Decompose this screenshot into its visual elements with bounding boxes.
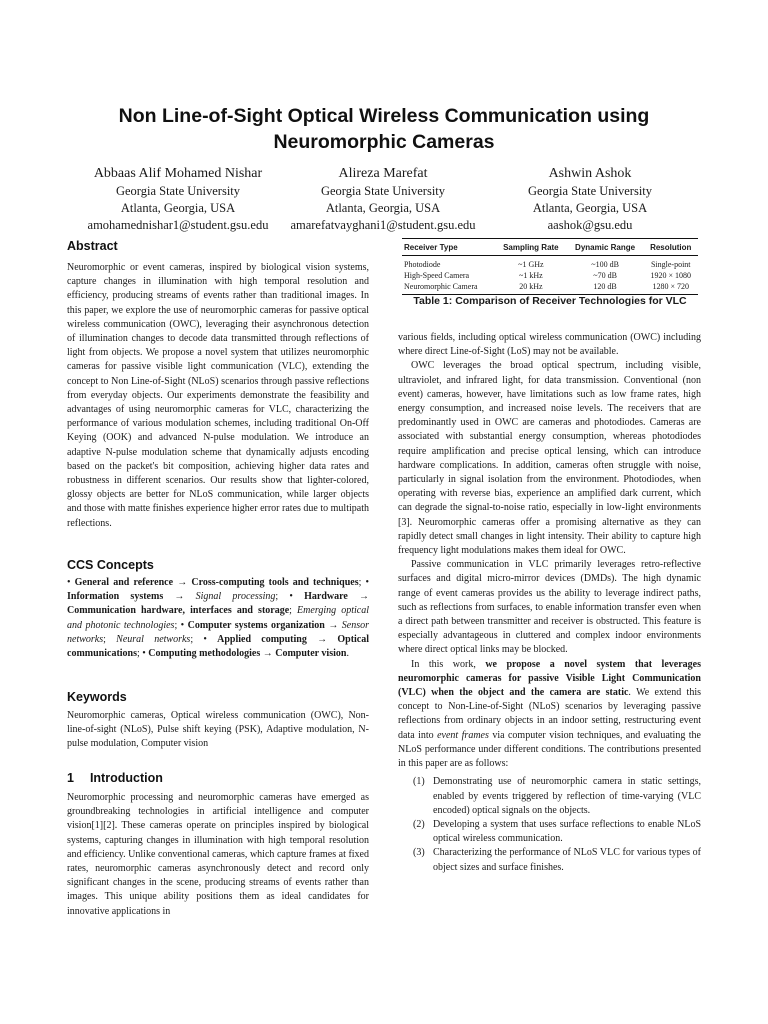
table-cell: ~1 GHz: [518, 260, 544, 269]
author-block-1: [58, 165, 298, 234]
section-title: Introduction: [89, 771, 163, 785]
intro-paragraph-4: [398, 658, 701, 772]
author-name: Ashwin Ashok: [548, 166, 632, 181]
table-header: Receiver Type: [402, 239, 495, 256]
ccs-concept: Applied computing: [217, 633, 307, 645]
table-cell: Photodiode: [404, 260, 441, 269]
ccs-separator: →: [260, 648, 276, 660]
intro-paragraph-1: Neuromorphic processing and neuromorphic cameras have emerged as groundbreaking technologies in artificial intelligence and computer vision[1][2]. These cameras operate on principles inspired by biological systems, capturing changes in illumination with high temporal resolution and efficiency. Unlike conventional cameras, which capture frames at fixed rates, neuromorphic cameras asynchronously detect and record only significant changes in the scene, producing streams of events rather than images. This unique ability positions them as ideal candidates for innovative applications in: [67, 792, 369, 917]
author-block-2: [283, 165, 483, 234]
list-item: [398, 775, 701, 818]
author-email: amarefatvayghani1@student.gsu.edu: [290, 218, 476, 232]
table-cell: 1280 × 720: [644, 281, 698, 295]
ccs-separator: ; •: [358, 577, 370, 588]
text-run: In this work,: [411, 658, 486, 670]
emphasis-text: we propose a novel system that leverages neuromorphic cameras for passive Visible Light Communication (VLC) when the object and the camera are static: [398, 658, 701, 699]
ccs-concept: Optical communications: [67, 633, 370, 660]
list-item: [398, 818, 701, 846]
author-email: aashok@gsu.edu: [547, 218, 633, 232]
ccs-separator: →: [324, 619, 342, 631]
ccs-separator: ; •: [137, 648, 149, 660]
author-location: Atlanta, Georgia, USA: [120, 201, 236, 215]
ccs-text: [67, 576, 369, 661]
table-header: Resolution: [644, 239, 698, 256]
table-cell: 120 dB: [567, 281, 644, 295]
keywords-paragraph: Neuromorphic cameras, Optical wireless communication (OWC), Non-line-of-sight (NLoS), Pulse shift keying (PSK), Adaptive modulation, N-pulse modulation, Computer vision: [67, 710, 369, 750]
list-text: Developing a system that uses surface reflections to enable NLoS optical wireless communication.: [433, 818, 701, 845]
ccs-separator: →: [306, 633, 338, 645]
table-1: [402, 238, 698, 295]
ccs-separator: .: [346, 648, 349, 660]
list-text: Demonstrating use of neuromorphic camera in static settings, enabled by events triggered by reflection of time-varying (VLC encoded) optical signals on the objects.: [433, 776, 701, 816]
author-email: amohamednishar1@student.gsu.edu: [87, 218, 269, 232]
table-cell: ~100 dB: [591, 260, 619, 269]
introduction-heading: [67, 771, 163, 785]
ccs-subconcept: Neural networks: [116, 633, 191, 645]
table-row: [402, 256, 698, 271]
ccs-subconcept: Signal processing: [195, 591, 276, 603]
ccs-concept: Cross-computing tools and techniques: [191, 577, 359, 588]
table-header: Dynamic Range: [567, 239, 644, 256]
intro-paragraph-1-continued: various fields, including optical wireless communication (OWC) including where direct Line-of-Sight (LoS) may not be available.: [398, 332, 701, 358]
table-cell: 20 kHz: [495, 281, 567, 295]
abstract-paragraph: Neuromorphic or event cameras, inspired by biological vision systems, capture changes in illumination with high temporal resolution and efficiency, producing streams of events rather than traditional images. In this paper, we explore the use of neuromorphic cameras for passive optical wireless communication (OWC), leveraging their asynchronous detection of illumination changes to decode data transmitted through reflections of light from objects. We propose a novel system that utilizes neuromorphic cameras for passive visible light communication (VLC), extending the concept to Non Line-of-Sight (NLoS) scenarios through passive reflections from everyday objects. Our experiments demonstrate the feasibility and advantages of using neuromorphic cameras for VLC, characterizing the performance of various modulation schemes, including traditional On-Off Keying (OOK) and advanced N-pulse modulation. We introduce an adaptive N-pulse modulation scheme that dynamically adjusts encoding based on the packet's bit composition, achieving higher data rates and robustness in different scenarios. Our results show that lighter-colored, glossy objects are better for NLoS communication, while larger objects and those with matte finishes experience higher error rates due to multipath reflections.: [67, 262, 369, 529]
table-cell: ~1 kHz: [519, 271, 543, 280]
table-cell: Single-point: [650, 260, 691, 269]
table-row: [402, 270, 698, 281]
author-location: Atlanta, Georgia, USA: [325, 201, 441, 215]
table-cell: 1920 × 1080: [650, 271, 692, 280]
list-number: (2): [413, 818, 425, 830]
contributions-list: [398, 775, 701, 874]
ccs-separator: ; •: [174, 619, 188, 631]
ccs-concept: Computer vision: [275, 648, 347, 660]
intro-paragraph-2: OWC leverages the broad optical spectrum, including visible, ultraviolet, and infrared light, for data transmission. Conventional (non event) cameras, however, have limitations such as low frame rates, high energy consumption, and increased noise levels. The receivers that are predominantly used in OWC are cameras and photodiodes. Cameras are associated with substantial energy consumption, whereas photodiodes require amplification and precise optical lensing, which can introduce hardware complications. In addition, cameras often struggle with noise, particularly in signal isolation from the environment. Photodiodes, when operating with reverse bias, experience an amplified dark current, which can degrade the signal-to-noise ratio, especially in low-light environments [3]. Neuromorphic cameras offer a promising alternative as they can rapidly detect small changes in light intensity. Their ability to capture high frequency light modulations makes them ideal for OWC.: [398, 360, 701, 557]
ccs-paragraph: [67, 576, 369, 661]
introduction-left-text: [67, 791, 369, 919]
list-item: [398, 846, 701, 874]
list-number: (1): [413, 776, 425, 788]
keywords-text: [67, 709, 369, 752]
author-location: Atlanta, Georgia, USA: [532, 201, 648, 215]
author-block-3: [500, 165, 680, 234]
ccs-separator: ; •: [190, 633, 218, 645]
section-number: 1: [67, 771, 74, 785]
text-run: . We extend this concept to Non-Line-of-Sight (NLoS) scenarios by leveraging passive reflections from ordinary objects in an indoor setting, restructuring event data into: [398, 687, 701, 741]
paper-title: Non Line-of-Sight Optical Wireless Communication using Neuromorphic Cameras: [118, 105, 650, 153]
list-text: Characterizing the performance of NLoS VLC for various types of object sizes and surface finishes.: [433, 847, 701, 873]
ccs-subconcept: Sensor networks: [67, 619, 369, 645]
text-run: via computer vision techniques, and evaluating the NLoS performance under different conditions. The contributions presented in this paper are as follows:: [398, 729, 701, 770]
ccs-concept: General and reference: [74, 577, 174, 588]
author-affiliation: Georgia State University: [115, 184, 241, 198]
ccs-separator: ; •: [275, 591, 305, 603]
table-cell: ~70 dB: [593, 271, 617, 280]
ccs-concept: Information systems: [67, 591, 164, 603]
introduction-right-text: [398, 331, 701, 875]
ccs-separator: ;: [103, 633, 117, 645]
table-cell: Neuromorphic Camera: [402, 281, 495, 295]
italic-term: event frames: [437, 729, 489, 741]
intro-paragraph-3: Passive communication in VLC primarily leverages retro-reflective surfaces and digital micro-mirror devices (DMDs). The high dynamic range of event cameras provides us the ability to leverage indirect paths, such as reflections from surfaces, to enable information transfer even when a direct path between transmitter and receiver is obstructed. This feature is especially advantageous in cluttered and complex indoor environments where direct optical links may be blocked.: [398, 559, 701, 656]
table-row: [402, 281, 698, 295]
table-header: Sampling Rate: [495, 239, 567, 256]
ccs-concept: Communication hardware, interfaces and storage: [67, 605, 290, 617]
ccs-concept: Computer systems organization: [187, 619, 325, 631]
ccs-concept: Hardware: [304, 591, 348, 603]
ccs-subconcept: Emerging optical and photonic technologies: [67, 605, 369, 631]
ccs-heading: CCS Concepts: [67, 558, 154, 572]
table-caption: Table 1: Comparison of Receiver Technologies for VLC: [413, 295, 687, 307]
ccs-separator: ;: [289, 605, 298, 617]
table-header-row: [402, 239, 698, 256]
author-affiliation: Georgia State University: [320, 184, 446, 198]
ccs-separator: →: [163, 591, 196, 603]
list-number: (3): [413, 847, 425, 859]
keywords-heading: Keywords: [67, 690, 127, 704]
ccs-separator: →: [347, 591, 370, 603]
author-name: Alireza Marefat: [338, 166, 428, 181]
author-name: Abbaas Alif Mohamed Nishar: [93, 166, 263, 181]
abstract-text: [67, 261, 369, 531]
table-cell: High-Speed Camera: [404, 271, 470, 280]
author-affiliation: Georgia State University: [527, 184, 653, 198]
abstract-heading: Abstract: [67, 239, 118, 253]
ccs-separator: →: [173, 577, 192, 588]
ccs-separator: •: [67, 577, 75, 588]
ccs-concept: Computing methodologies: [148, 648, 261, 660]
